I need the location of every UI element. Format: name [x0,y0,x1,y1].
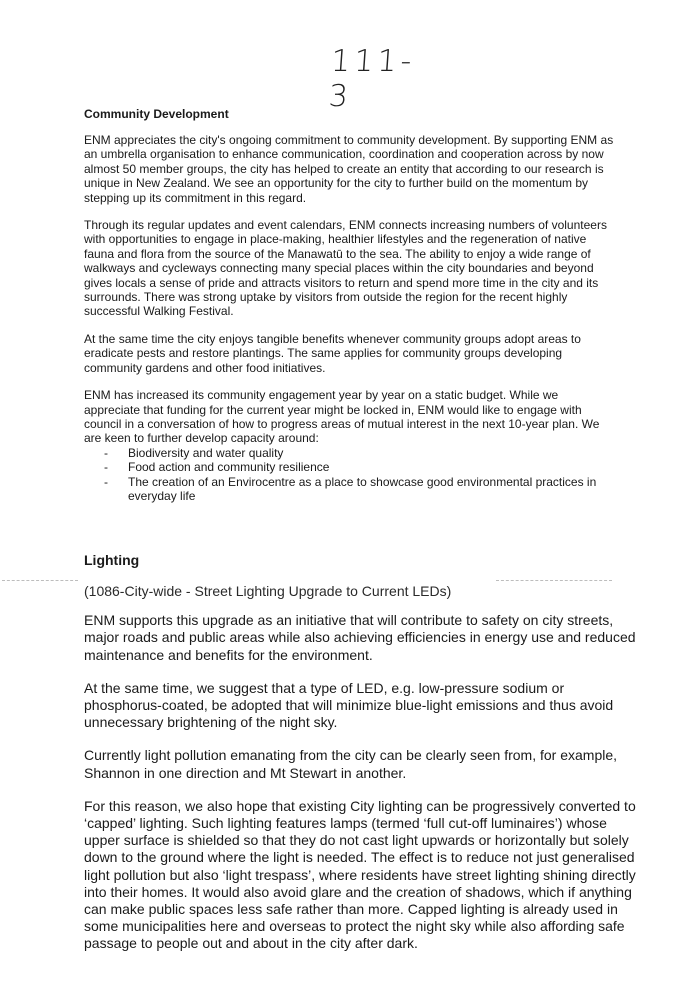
community-paragraph-1: ENM appreciates the city's ongoing commitment to community development. By supporting ENM as an umbrella organisation to enhance communication, coordination and cooperation across by now almost 50 member groups, the city has helped to create an entity that according to our research is unique in New Zealand. We see an opportunity for the city to further build on the momentum by stepping up its commitment in this regard. [84,133,614,205]
community-development-section [84,106,614,503]
lighting-paragraph-1: ENM supports this upgrade as an initiative that will contribute to safety on city streets, major roads and public areas while also achieving efficiencies in energy use and reduced maintenance and benefits for the environment. [84,612,636,663]
list-item: - The creation of an Envirocentre as a place to showcase good environmental practices in everyday life [104,474,597,503]
community-paragraph-3: At the same time the city enjoys tangible benefits whenever community groups adopt areas to eradicate pests and restore plantings. The same applies for community groups developing community gardens and other food initiatives. [84,331,581,375]
handwritten-page-number: 111-3 [327,44,417,114]
bullet-dash: - [104,474,108,489]
bullet-dash: - [104,460,108,475]
community-heading: Community Development [84,107,229,121]
lighting-paragraph-2: At the same time, we suggest that a type of LED, e.g. low-pressure sodium or phosphorus-coated, be adopted that will minimize blue-light emissions and thus avoid unnecessary brightening of the night sky. [84,679,614,731]
capacity-list [84,446,614,504]
community-paragraph-4: ENM has increased its community engagement year by year on a static budget. While we appreciate that funding for the current year might be locked in, ENM would like to engage with council in a conversation of how to progress areas of mutual interest in the next 10-year plan. We are keen to further develop capacity around: [84,388,600,446]
lighting-subheading: (1086-City-wide - Street Lighting Upgrade to Current LEDs) [84,583,452,599]
list-item: - Biodiversity and water quality [104,445,284,460]
list-item: - Food action and community resilience [104,460,330,475]
lighting-paragraph-4: For this reason, we also hope that existing City lighting can be progressively converted to ‘capped’ lighting. Such lighting features lamps (termed ‘full cut-off luminaires’) whose upper surface is shielded so that they do not cast light upwards or horizontally but solely down to the ground where the light is needed. The effect is to reduce not just generalised light pollution but also ‘light trespass’, where residents have street lighting shining directly into their homes. It would also avoid glare and the creation of shadows, which if anything can make public spaces less safe rather than more. Capped lighting is already used in some municipalities here and overseas to protect the night sky while also affording safe passage to people out and about in the city after dark. [84,797,636,952]
scan-artifact-left [2,580,78,582]
lighting-heading: Lighting [84,552,140,568]
lighting-section [84,550,644,969]
community-paragraph-2: Through its regular updates and event calendars, ENM connects increasing numbers of volunteers with opportunities to engage in place-making, healthier lifestyles and the regeneration of native fauna and flora from the source of the Manawatū to the sea. The ability to enjoy a wide range of walkways and cycleways connecting many special places within the city boundaries and beyond gives locals a sense of pride and attracts visitors to return and spend more time in the city and its surrounds. There was strong uptake by visitors from outside the region for the recent highly successful Walking Festival. [84,218,607,319]
lighting-paragraph-3: Currently light pollution emanating from the city can be clearly seen from, for example, Shannon in one direction and Mt Stewart in another. [84,747,618,781]
bullet-dash: - [104,445,108,460]
